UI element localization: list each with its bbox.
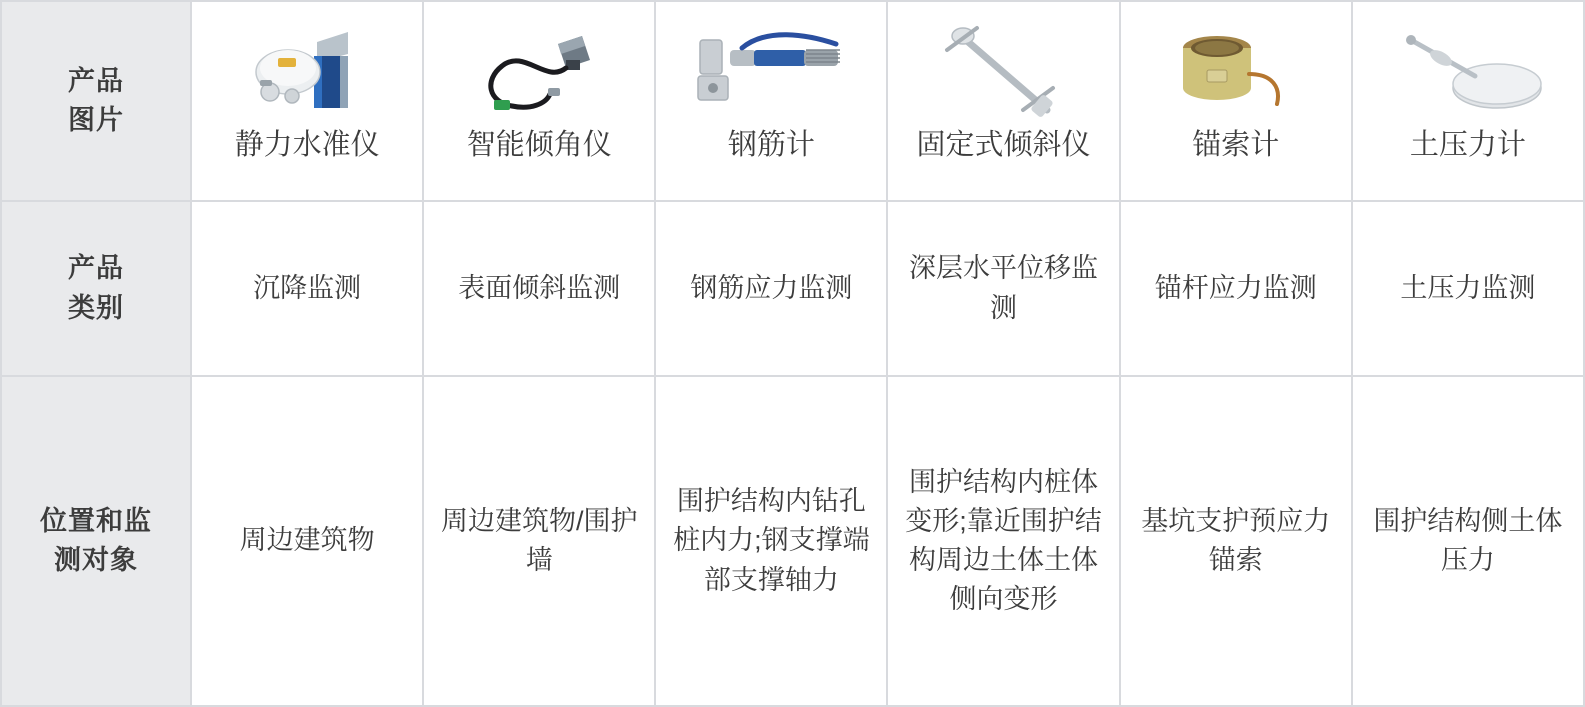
cell-product-3 <box>655 1 887 201</box>
table-row-product-images <box>1 1 1584 201</box>
anchor-cable-dynamometer-photo <box>1151 14 1321 126</box>
cell-category-4 <box>887 201 1119 376</box>
category-text-2: 表面倾斜监测 <box>458 272 621 303</box>
location-text-3: 围护结构内钻孔桩内力;钢支撑端部支撑轴力 <box>673 486 870 595</box>
row-header-product-image <box>1 1 191 201</box>
location-text-5: 基坑支护预应力锚索 <box>1141 505 1331 575</box>
cell-location-1 <box>191 376 423 706</box>
cell-location-5 <box>1120 376 1352 706</box>
table-row-product-category <box>1 201 1584 376</box>
table-row-monitoring-target <box>1 376 1584 706</box>
smart-inclinometer-photo <box>454 14 624 126</box>
cell-category-6 <box>1352 201 1584 376</box>
category-text-5: 锚杆应力监测 <box>1154 272 1317 303</box>
row-header-product-category <box>1 201 191 376</box>
cell-location-2 <box>423 376 655 706</box>
product-name-6: 土压力计 <box>1409 129 1526 161</box>
location-text-1: 周边建筑物 <box>239 525 375 556</box>
cell-location-3 <box>655 376 887 706</box>
row-header-line-1: 位置和监 <box>40 505 152 536</box>
category-text-3: 钢筋应力监测 <box>690 272 853 303</box>
location-text-6: 围护结构侧土体压力 <box>1373 505 1563 575</box>
static-level-gauge-photo <box>222 14 392 126</box>
cell-product-6 <box>1352 1 1584 201</box>
location-text-2: 周边建筑物/围护墙 <box>440 505 638 575</box>
category-text-6: 土压力监测 <box>1400 272 1536 303</box>
cell-product-4 <box>887 1 1119 201</box>
cell-location-6 <box>1352 376 1584 706</box>
cell-category-2 <box>423 201 655 376</box>
row-header-line-1: 产品 <box>68 65 124 96</box>
category-text-4: 深层水平位移监测 <box>909 253 1099 323</box>
row-header-line-2: 测对象 <box>54 545 138 575</box>
rebar-stress-meter-photo <box>686 14 856 126</box>
cell-product-1 <box>191 1 423 201</box>
row-header-location-target <box>1 376 191 706</box>
row-header-line-2: 图片 <box>68 105 124 135</box>
product-name-5: 锚索计 <box>1192 129 1280 161</box>
product-name-1: 静力水准仪 <box>234 129 380 161</box>
product-name-4: 固定式倾斜仪 <box>916 129 1091 161</box>
fixed-inclinometer-photo <box>919 14 1089 126</box>
cell-category-3 <box>655 201 887 376</box>
row-header-line-1: 产品 <box>68 253 124 284</box>
earth-pressure-cell-photo <box>1383 14 1553 126</box>
cell-product-5 <box>1120 1 1352 201</box>
product-name-3: 钢筋计 <box>727 129 815 161</box>
product-name-2: 智能倾角仪 <box>466 129 612 161</box>
cell-category-5 <box>1120 201 1352 376</box>
category-text-1: 沉降监测 <box>253 272 362 303</box>
location-text-4: 围护结构内桩体变形;靠近围护结构周边土体土体侧向变形 <box>905 466 1102 615</box>
cell-location-4 <box>887 376 1119 706</box>
cell-product-2 <box>423 1 655 201</box>
cell-category-1 <box>191 201 423 376</box>
row-header-line-2: 类别 <box>68 292 124 323</box>
